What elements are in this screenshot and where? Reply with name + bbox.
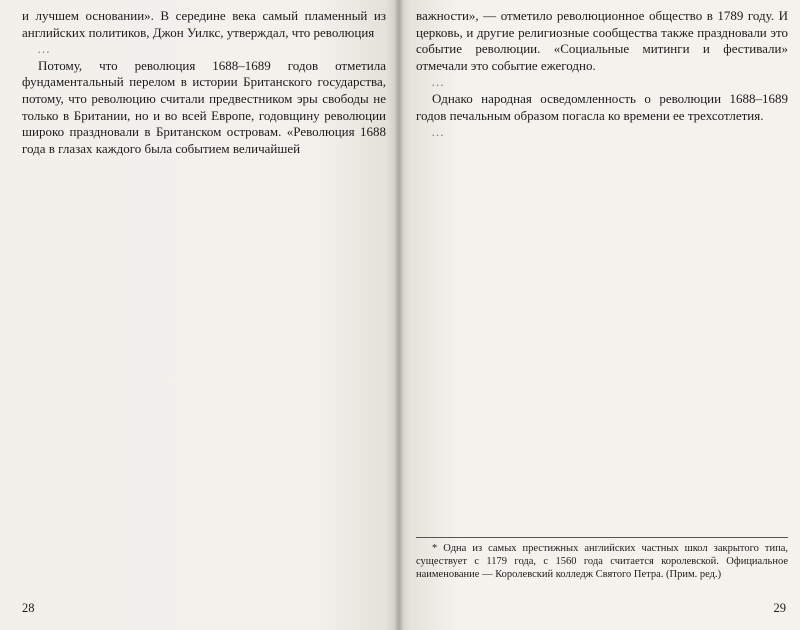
right-paragraph-3: Однако народная осведомленность о революции 1688–1689 годов печальным образом погасла ко времени ее трехсотлетия. (416, 90, 788, 123)
right-paragraph-2: … (432, 74, 444, 90)
right-paragraph-1: важности», — отметило революционное общество в 1789 году. И церковь, и другие религиозные сообщества также праздновали это событие революции. «Социальные митинги и фестивали» отмечали это событие ежегодно. (416, 8, 788, 73)
footnote-text: * Одна из самых престижных английских частных школ закрытого типа, существует с 1179 года, с 1560 года считается королевской. Официальное наименование — Королевский колледж Святого Петра. (Прим. ред.) (416, 543, 788, 581)
left-paragraph-2: … (38, 41, 50, 57)
right-page (398, 0, 800, 630)
page-number-right: 29 (773, 601, 786, 615)
right-page-text (416, 8, 788, 141)
left-page (0, 0, 398, 630)
left-paragraph-3: Потому, что революция 1688–1689 годов отметила фундаментальный перелом в истории Британского государства, потому, что революцию считали предвестником эры свободы не только в Британии, но и во всей Европе, годовщину революции широко праздновали в Британском островам. «Революция 1688 года в глазах каждого была событием величайшей (22, 57, 386, 156)
page-number-left: 28 (22, 601, 35, 615)
left-page-text (22, 8, 386, 157)
footnote (416, 537, 788, 582)
right-paragraph-4: … (432, 124, 444, 140)
left-paragraph-1: и лучшем основании». В середине века самый пламенный из английских политиков, Джон Уилкс, утверждал, что революция (22, 8, 386, 40)
